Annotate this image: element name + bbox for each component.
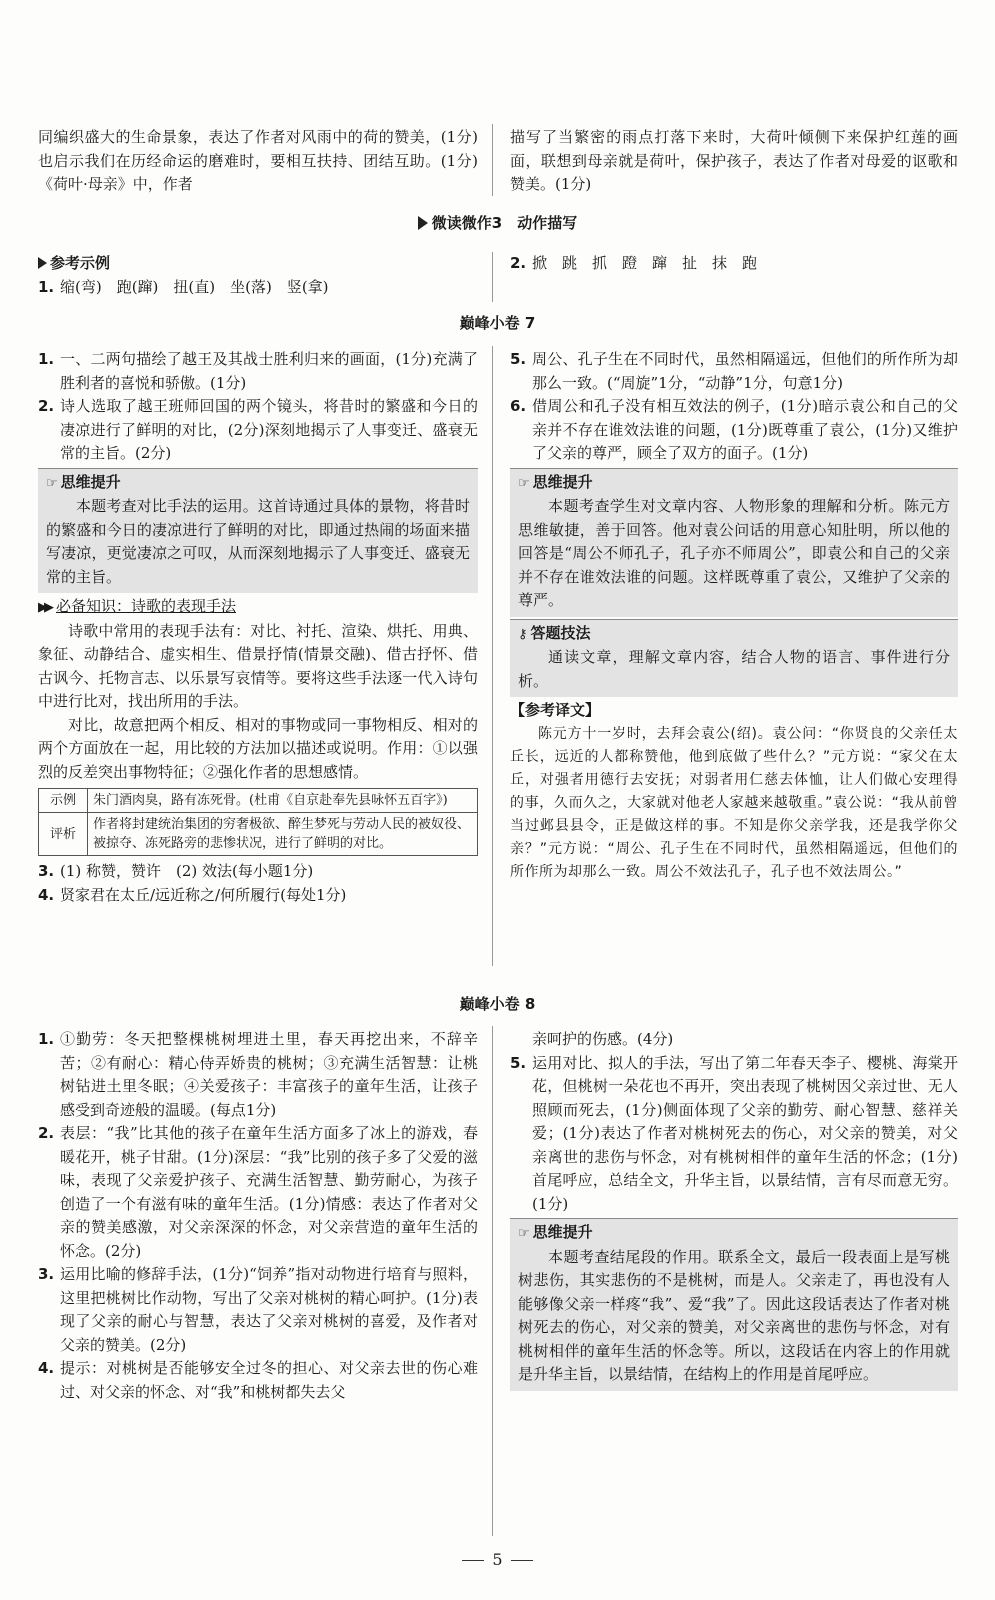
item-number: 1. <box>38 1030 55 1048</box>
box-title <box>46 471 470 496</box>
translation-text: 陈元方十一岁时，去拜会袁公(绍)。袁公问：“你贤良的父亲任太丘长，远近的人都称赞他，他到底做了些什么？”元方说：“家父在太丘，对强者用德行去安抚；对弱者用仁慈去体恤，让人们做心安理得的事，久而久之，大家就对他老人家越来越敬重。”袁公说：“我从前曾当过邺县县令，正是做这样的事。不知是你父亲学我，还是我学你父亲？”元方说：“周公、孔子生在不同时代，虽然相隔遥远，但他们的所作所为却那么一致。周公不效法孔子，孔子也不效法周公。” <box>510 725 958 880</box>
item-number: 3. <box>38 1265 55 1283</box>
sec1-right <box>510 252 958 276</box>
table-value: 作者将封建统治集团的穷奢极欲、醉生梦死与劳动人民的被奴役、被掠夺、冻死路旁的悲惨状况，进行了鲜明的对比。 <box>88 813 478 856</box>
thumb-icon: ☞ <box>518 475 530 491</box>
item-number: 2. <box>510 254 527 272</box>
item-number: 5. <box>510 350 527 368</box>
item-number: 1. <box>38 350 55 368</box>
column-divider <box>492 124 493 196</box>
item-number: 4. <box>38 885 55 904</box>
box-title-text: 思维提升 <box>60 472 121 491</box>
answer-item <box>38 1122 478 1263</box>
thinking-box <box>510 1218 958 1391</box>
key-icon: ⚷ <box>518 626 528 642</box>
sec3-right <box>510 1028 958 1393</box>
item-number: 2. <box>38 397 55 415</box>
answer-item <box>510 252 958 276</box>
table-row <box>39 789 478 813</box>
page-number-text: 5 <box>492 1550 503 1569</box>
answer-item <box>38 276 478 300</box>
answer-item <box>38 395 478 466</box>
box-title <box>518 471 950 496</box>
item-number: 5. <box>510 1053 527 1072</box>
box-title-text: 思维提升 <box>532 1223 593 1241</box>
section-title-quiz8: 巅峰小卷 8 <box>459 995 536 1013</box>
paragraph: 同编织盛大的生命景象，表达了作者对风雨中的荷的赞美，(1分)也启示我们在历经命运的磨难时，要相互扶持、团结互助。(1分)《荷叶·母亲》中，作者 <box>38 128 478 193</box>
dash-right <box>511 1560 533 1561</box>
column-divider <box>492 1026 493 1536</box>
top-right-text <box>510 126 958 197</box>
sec3-left <box>38 1028 478 1404</box>
knowledge-header <box>38 595 478 620</box>
answer-item <box>38 1028 478 1122</box>
item-text: 贤家君在太丘/远近称之/何所履行(每处1分) <box>60 885 347 904</box>
box-text: 通读文章，理解文章内容，结合人物的语言、事件进行分析。 <box>518 648 950 690</box>
item-text: 诗人选取了越王班师回国的两个镜头，将昔时的繁盛和今日的凄凉进行了鲜明的对比，(2分)深刻地揭示了人事变迁、盛衰无常的主旨。(2分) <box>60 397 478 462</box>
item-text: 周公、孔子生在不同时代，虽然相隔遥远，但他们的所作所为却那么一致。(“周旋”1分，“动静”1分，句意1分) <box>532 350 958 392</box>
paragraph: 对比，故意把两个相反、相对的事物或同一事物相反、相对的两个方面放在一起，用比较的方法加以描述或说明。作用：①以强烈的反差突出事物特征；②强化作者的思想感情。 <box>38 715 478 781</box>
item-text: 缩(弯) 跑(蹿) 扭(直) 坐(落) 竖(拿) <box>60 277 329 296</box>
item-number: 2. <box>38 1124 55 1142</box>
continuation-text: 亲呵护的伤感。(4分) <box>532 1030 674 1048</box>
reference-header <box>38 252 478 276</box>
item-text: 表层：“我”比其他的孩子在童年生活方面多了冰上的游戏，春暖花开，桃子甘甜。(1分)深层：“我”比别的孩子多了父爱的滋味，表现了父亲爱护孩子、充满生活智慧、勤劳耐心，为孩子创造了一个有滋有味的童年生活。(1分)情感：表达了作者对父亲的赞美感激，对父亲深深的怀念，对父亲营造的童年生活的怀念。(2分) <box>60 1124 478 1260</box>
column-divider <box>492 252 493 302</box>
item-number: 4. <box>38 1359 55 1377</box>
answer-item <box>38 348 478 395</box>
item-text: 借周公和孔子没有相互效法的例子，(1分)暗示袁公和自己的父亲并不存在谁效法谁的问题，(1分)既尊重了袁公，(1分)又维护了父亲的尊严，顾全了双方的面子。(1分) <box>532 397 958 462</box>
translation-header: 【参考译文】 <box>510 701 601 719</box>
section-title-text: 微读微作3 动作描写 <box>431 214 578 232</box>
paragraph: 诗歌中常用的表现手法有：对比、衬托、渲染、烘托、用典、象征、动静结合、虚实相生、借景抒情(情景交融)、借古抒怀、借古讽今、托物言志、以乐景写哀情等。要将这些手法逐一代入诗句中进行比对，找出所用的手法。 <box>38 621 478 710</box>
triangle-icon <box>418 216 428 230</box>
box-text: 本题考查学生对文章内容、人物形象的理解和分析。陈元方思维敏捷，善于回答。他对袁公问话的用意心知肚明，所以他的回答是“周公不师孔子，孔子亦不师周公”，即袁公和自己的父亲并不存在谁效法谁的问题。这样既尊重了袁公，又维护了父亲的尊严。 <box>518 497 950 609</box>
section-title-quiz7: 巅峰小卷 7 <box>459 314 536 332</box>
double-triangle-icon: ▶▶ <box>38 600 50 615</box>
item-text: ①勤劳：冬天把整棵桃树埋进土里，春天再挖出来，不辞辛苦；②有耐心：精心侍弄娇贵的桃树；③充满生活智慧：让桃树钻进土里冬眠；④关爱孩子：丰富孩子的童年生活，让孩子感受到奇迹般的温暖。(每点1分) <box>60 1030 478 1119</box>
item-number: 1. <box>38 277 55 296</box>
box-text: 本题考查结尾段的作用。联系全文，最后一段表面上是写桃树悲伤，其实悲伤的不是桃树，而是人。父亲走了，再也没有人能够像父亲一样疼“我”、爱“我”了。因此这段话表达了作者对桃树死去的伤心，对父亲的赞美，对父亲离世的悲伤与怀念，对有桃树相伴的童年生活的怀念等。所以，这段话在内容上的作用就是升华主旨，以景结情，在结构上的作用是首尾呼应。 <box>518 1247 950 1383</box>
column-divider <box>492 346 493 966</box>
section-title-weidu <box>0 212 995 236</box>
header-text: 必备知识：诗歌的表现手法 <box>56 597 237 615</box>
thumb-icon: ☞ <box>46 475 58 491</box>
header-text: 参考示例 <box>50 254 111 272</box>
box-title <box>518 1221 950 1246</box>
table-value: 朱门酒肉臭，路有冻死骨。(杜甫《自京赴奉先县咏怀五百字》) <box>88 789 478 813</box>
item-text: 掀 跳 抓 蹬 蹿 扯 抹 跑 <box>532 254 758 272</box>
table-key: 示例 <box>39 789 88 813</box>
thinking-box <box>38 468 478 594</box>
technique-box <box>510 619 958 698</box>
item-text: 一、二两句描绘了越王及其战士胜利归来的画面，(1分)充满了胜利者的喜悦和骄傲。(1分) <box>60 350 478 392</box>
item-number: 3. <box>38 862 55 880</box>
answer-item <box>510 395 958 466</box>
thinking-box <box>510 468 958 617</box>
triangle-icon <box>38 257 47 269</box>
box-title-text: 思维提升 <box>532 472 593 491</box>
item-text: (1) 称赞，赞许 (2) 效法(每小题1分) <box>60 862 314 880</box>
box-title-text: 答题技法 <box>530 623 591 642</box>
answer-item <box>38 1357 478 1404</box>
top-left-text <box>38 126 478 197</box>
table-key: 评析 <box>39 813 88 856</box>
table-row <box>39 813 478 856</box>
sec1-left <box>38 252 478 299</box>
box-text: 本题考查对比手法的运用。这首诗通过具体的景物，将昔时的繁盛和今日的凄凉进行了鲜明的对比，即通过热闹的场面来描写凄凉，更觉凄凉之可叹，从而深刻地揭示了人事变迁、盛衰无常的主旨。 <box>46 497 470 586</box>
dash-left <box>462 1560 484 1561</box>
item-number: 6. <box>510 397 527 415</box>
paragraph: 描写了当繁密的雨点打落下来时，大荷叶倾侧下来保护红莲的画面，联想到母亲就是荷叶，保护孩子，表达了作者对母爱的讴歌和赞美。(1分) <box>510 128 958 193</box>
page-number <box>0 1548 995 1572</box>
example-table <box>38 788 478 856</box>
sec2-left <box>38 348 478 907</box>
item-text: 运用对比、拟人的手法，写出了第二年春天李子、樱桃、海棠开花，但桃树一朵花也不再开，突出表现了桃树因父亲过世、无人照顾而死去，(1分)侧面体现了父亲的勤劳、耐心智慧、慈祥关爱；(1分)表达了作者对桃树死去的伤心，对父亲的赞美，对父亲离世的悲伤与怀念，对有桃树相伴的童年生活的怀念；(1分)首尾呼应，总结全文，升华主旨，以景结情，言有尽而意无穷。(1分) <box>532 1053 958 1213</box>
item-text: 提示：对桃树是否能够安全过冬的担心、对父亲去世的伤心难过、对父亲的怀念、对“我”和桃树都失去父 <box>60 1359 478 1401</box>
item-text: 运用比喻的修辞手法，(1分)“饲养”指对动物进行培育与照料，这里把桃树比作动物，写出了父亲对桃树的精心呵护。(1分)表现了父亲的耐心与智慧，表达了父亲对桃树的喜爱，及作者对父亲的赞美。(2分) <box>60 1265 478 1354</box>
answer-item <box>38 1263 478 1357</box>
sec2-right <box>510 348 958 884</box>
answer-item <box>38 860 478 884</box>
answer-item <box>510 348 958 395</box>
box-title <box>518 622 950 647</box>
thumb-icon: ☞ <box>518 1226 530 1241</box>
answer-item <box>38 884 478 908</box>
answer-item <box>510 1052 958 1217</box>
